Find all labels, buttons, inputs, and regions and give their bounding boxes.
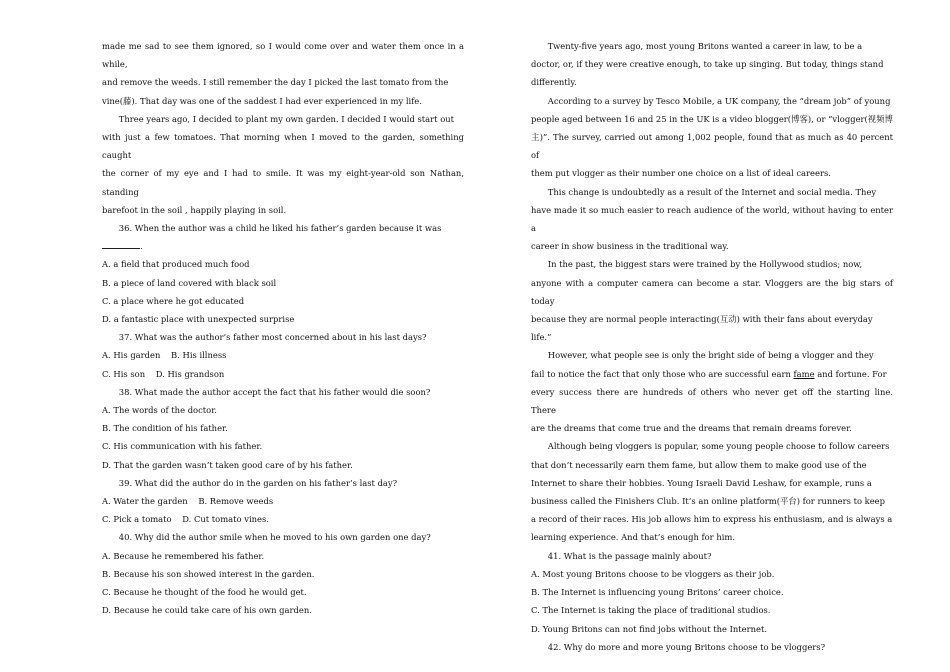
question-36-stem: 36. When the author was a child he liked his father’s garden because it was [118,223,442,234]
passage-line: are the dreams that come true and the dreams that remain dreams forever. [531,423,852,434]
option: C. a place where he got educated [102,295,245,306]
passage-line: Although being vloggers is popular, some young people choose to follow careers [547,441,890,452]
passage-line: have made it so much easier to reach audience of the world, without having to enter a [531,204,893,234]
passage-line: 主)”. The survey, carried out among 1,002 people, found that as much as 40 percent of [531,132,893,161]
passage-line: business called the Finishers Club. It’s an online platform(平台) for runners to keep [531,496,885,507]
passage-line: Three years ago, I decided to plant my own garden. I decided I would start out [118,113,455,124]
option: A. a field that produced much food [102,259,250,270]
question-40-stem: 40. Why did the author smile when he moved to his own garden one day? [118,532,431,543]
question-37-stem: 37. What was the author’s father most concerned about in his last days? [118,332,427,343]
passage-line: Twenty-five years ago, most young Britons wanted a career in law, to be a [547,41,863,51]
passage-line: with just a few tomatoes. That morning when I moved to the garden, something caught [102,132,464,161]
option: D. a fantastic place with unexpected surprise [102,314,295,325]
passage-line: fail to notice the fact that only those who are successful earn fame and fortune. For [531,368,887,379]
passage-line: differently. [531,77,577,88]
option: A. Most young Britons choose to be vloggers as their job. [531,568,775,579]
passage-line: learning experience. And that’s enough for him. [531,532,736,543]
passage-line: Internet to share their hobbies. Young Israeli David Leshaw, for example, runs a [531,477,872,488]
passage-line: barefoot in the soil , happily playing in soil. [102,204,287,215]
question-39-stem: 39. What did the author do in the garden on his father’s last day? [118,477,398,488]
question-41-stem: 41. What is the passage mainly about? [547,550,712,561]
option: A. Because he remembered his father. [102,550,265,561]
option: B. Because his son showed interest in the garden. [102,568,315,579]
underlined-word: fame [793,368,815,379]
passage-line: In the past, the biggest stars were trained by the Hollywood studios; now, [547,259,863,270]
option: C. Pick a tomato D. Cut tomato vines. [102,514,269,525]
option: B. a piece of land covered with black soil [102,277,277,288]
option: C. His communication with his father. [102,441,263,452]
question-38-stem: 38. What made the author accept the fact that his father would die soon? [118,386,431,397]
passage-line: This change is undoubtedly as a result of the Internet and social media. They [547,186,877,197]
option: D. Young Britons can not find jobs without the Internet. [531,623,768,634]
question-36-blank: . [102,237,464,255]
passage-line: vine(藤). That day was one of the saddest I had ever experienced in my life. [102,95,422,106]
passage-line: made me sad to see them ignored, so I would come over and water them once in a while, [102,41,464,70]
passage-line: life.” [531,332,552,343]
passage-line: career in show business in the traditional way. [531,241,729,252]
option: A. The words of the doctor. [102,405,217,416]
left-column [102,37,464,620]
option: B. The Internet is influencing young Britons’ career choice. [531,587,784,598]
question-42-stem: 42. Why do more and more young Britons choose to be vloggers? [547,641,826,652]
option: C. His son D. His grandson [102,368,225,379]
option: C. Because he thought of the food he would get. [102,587,307,598]
right-column [531,37,893,656]
passage-line: doctor, or, if they were creative enough, to take up singing. But today, things stand [531,59,884,70]
passage-line: every success there are hundreds of others who never get off the starting line. There [531,386,893,416]
option: B. The condition of his father. [102,423,228,434]
passage-line: the corner of my eye and I had to smile. It was my eight-year-old son Nathan, standing [102,168,464,197]
option: A. His garden B. His illness [102,350,227,361]
passage-line: According to a survey by Tesco Mobile, a UK company, the “dream job” of young [547,95,891,106]
passage-line: that don’t necessarily earn them fame, but allow them to make good use of the [531,459,867,470]
option: C. The Internet is taking the place of traditional studios. [531,605,771,616]
passage-line: anyone with a computer camera can become a star. Vloggers are the big stars of today [531,277,893,306]
passage-line: because they are normal people interacting(互动) with their fans about everyday [531,314,873,325]
passage-line: and remove the weeds. I still remember the day I picked the last tomato from the [102,77,449,88]
passage-line: However, what people see is only the bright side of being a vlogger and they [547,350,874,361]
answer-blank [102,238,140,249]
option: D. That the garden wasn’t taken good care of by his father. [102,459,353,470]
option: A. Water the garden B. Remove weeds [102,496,274,507]
passage-line: people aged between 16 and 25 in the UK is a video blogger(博客), or “vlogger(视频博 [531,113,893,124]
passage-line: them put vlogger as their number one choice on a list of ideal careers. [531,168,831,179]
passage-line: a record of their races. His job allows him to express his enthusiasm, and is always a [531,514,893,525]
option: D. Because he could take care of his own garden. [102,605,312,616]
